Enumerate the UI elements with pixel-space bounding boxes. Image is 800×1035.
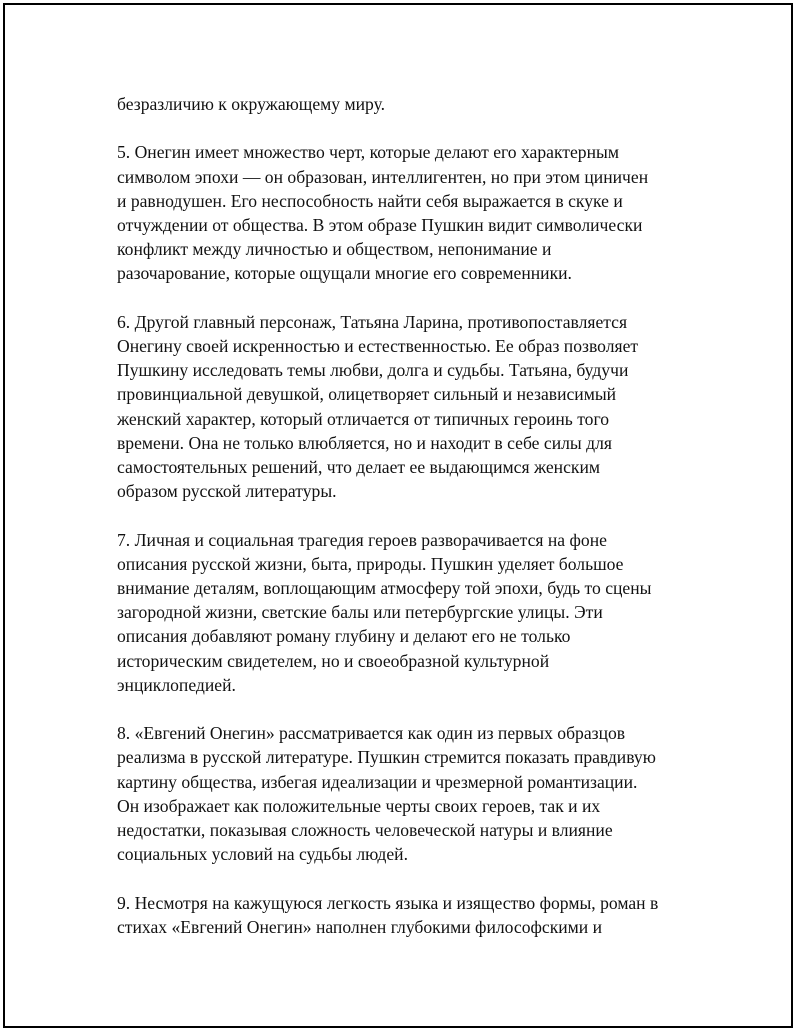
paragraph-8: 8. «Евгений Онегин» рассматривается как один из первых образцов реализма в русской литературе. Пушкин стремится показать правдивую картину общества, избегая идеализации и чрезмерной романтизации. Он изображает как положительные черты своих героев, так и их недостатки, показывая сложность человеческой натуры и влияние социальных условий на судьбы людей. <box>117 723 656 865</box>
paragraph-7: 7. Личная и социальная трагедия героев разворачивается на фоне описания русской жизни, быта, природы. Пушкин уделяет большое внимание деталям, воплощающим атмосферу той эпохи, будь то сцены загородной жизни, светские балы или петербургские улицы. Эти описания добавляют роману глубину и делают его не только историческим свидетелем, но и своеобразной культурной энциклопедией. <box>117 529 652 695</box>
paragraph-6: 6. Другой главный персонаж, Татьяна Ларина, противопоставляется Онегину своей искренностью и естественностью. Ее образ позволяет Пушкину исследовать темы любви, долга и судьбы. Татьяна, будучи провинциальной девушкой, олицетворяет сильный и независимый женский характер, который отличается от типичных героинь того времени. Она не только влюбляется, но и находит в себе силы для самостоятельных решений, что делает ее выдающимся женским образом русской литературы. <box>117 311 639 502</box>
paragraph-continuation: безразличию к окружающему миру. <box>117 94 386 114</box>
paragraph-5: 5. Онегин имеет множество черт, которые делают его характерным символом эпохи — он образован, интеллигентен, но при этом циничен и равнодушен. Его неспособность найти себя выражается в скуке и отчуждении от общества. В этом образе Пушкин видит символически конфликт между личностью и обществом, непонимание и разочарование, которые ощущали многие его современники. <box>117 142 649 284</box>
document-body <box>117 92 697 963</box>
paragraph-9: 9. Несмотря на кажущуюся легкость языка и изящество формы, роман в стихах «Евгений Онегин» наполнен глубокими философскими и <box>117 892 659 937</box>
